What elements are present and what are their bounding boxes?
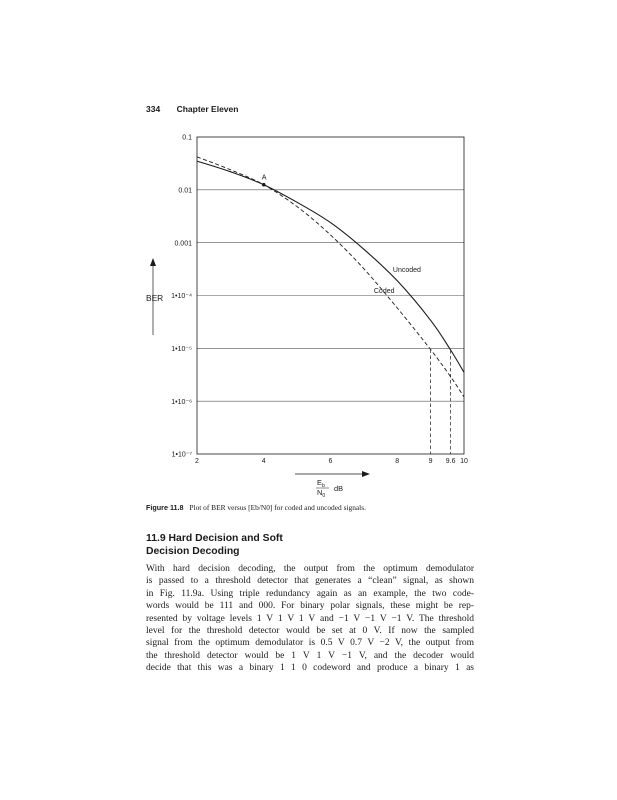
x-tick-label: 6: [328, 458, 333, 465]
body-line: the threshold detector would be 1 V 1 V −1 V, and the decoder would: [146, 650, 474, 661]
body-line: words would be 111 and 000. For binary polar signals, these might be rep-: [146, 601, 474, 612]
x-tick-label: 9: [428, 458, 433, 465]
x-tick-label: 9.6: [445, 458, 456, 465]
body-line: signal from the optimum demodulator is 0.5 V 0.7 V −2 V, the output from: [146, 638, 474, 649]
body-line: level for the threshold detector would be set at 0 V. If now the sampled: [146, 626, 474, 637]
x-tick-label: 10: [460, 458, 468, 465]
y-tick-label: 1•10⁻⁷: [171, 451, 192, 459]
x-label-numerator: $E_b$: [317, 478, 325, 489]
x-label-denominator: $N_0$: [317, 488, 326, 499]
section-heading-line-1: 11.9 Hard Decision and Soft: [146, 533, 283, 544]
figure-caption-text: Plot of BER versus [Eb/N0] for coded and uncoded signals.: [189, 503, 366, 512]
body-line: decide that this was a binary 1 1 0 codeword and produce a binary 1 as: [146, 663, 474, 674]
y-tick-label: 1•10⁻⁶: [171, 398, 192, 406]
y-axis-label: BER: [146, 293, 164, 303]
coded-series-label: Coded: [373, 287, 395, 295]
uncoded-series-label: Uncoded: [392, 266, 421, 274]
body-line: With hard decision decoding, the output from the optimum demodulator: [146, 564, 474, 574]
body-line: resented by voltage levels 1 V 1 V 1 V and −1 V −1 V −1 V. The threshold: [146, 613, 474, 624]
y-tick-label: 0.001: [174, 240, 192, 248]
figure-label: Figure 11.8: [146, 503, 184, 512]
section-heading-line-2: Decision Decoding: [146, 546, 240, 557]
ber-axis-arrowhead: [150, 258, 156, 266]
coded-series-line: [197, 157, 464, 397]
y-tick-label: 1•10⁻⁴: [171, 293, 192, 301]
x-tick-label: 8: [395, 458, 400, 465]
uncoded-series-line: [197, 161, 464, 372]
page-number: 334: [146, 104, 161, 114]
x-tick-label: 2: [195, 458, 199, 465]
y-tick-label: 1•10⁻⁵: [171, 345, 192, 353]
section-heading: [146, 532, 283, 558]
point-a-marker: [262, 183, 266, 187]
point-a-label: A: [261, 172, 267, 182]
y-tick-label: 0.01: [178, 187, 192, 195]
figure-caption: [146, 503, 476, 512]
y-tick-label: 0.1: [182, 134, 192, 142]
chapter-title: Chapter Eleven: [176, 104, 239, 114]
x-tick-label: 4: [261, 458, 266, 465]
body-paragraph: [146, 563, 474, 675]
body-line: is passed to a threshold detector that generates a “clean” signal, as shown: [146, 576, 474, 587]
body-line: in Fig. 11.9a. Using triple redundancy again as an example, the two code-: [146, 588, 474, 599]
x-axis-arrowhead: [362, 471, 370, 477]
x-label-unit: dB: [334, 484, 344, 493]
